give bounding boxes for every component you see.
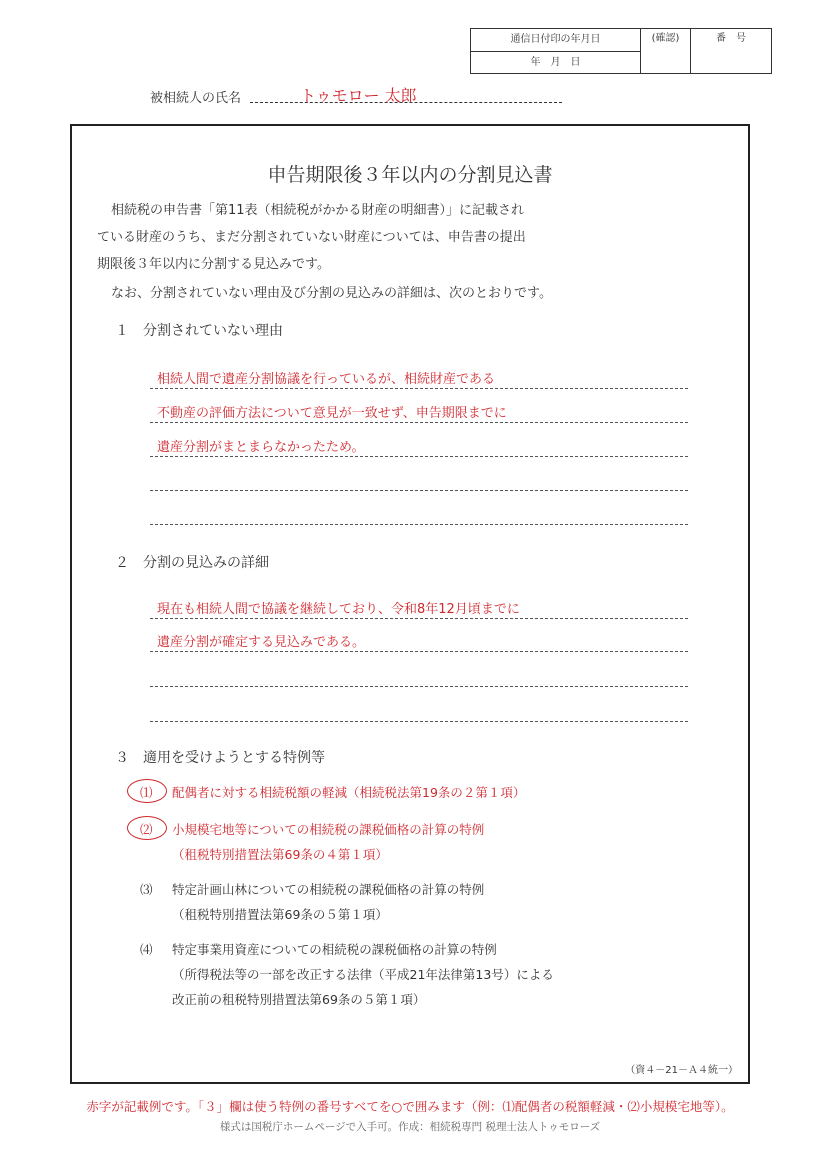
section2-heading: ２ 分割の見込みの詳細 xyxy=(115,555,269,571)
form-reference: （資４－21－Ａ４統一） xyxy=(625,1065,738,1076)
item1-text: 配偶者に対する相続税額の軽減（相続税法第19条の２第１項） xyxy=(172,785,526,800)
stamp-number: 番 号 xyxy=(716,33,746,44)
stamp-table xyxy=(470,28,772,74)
dashed-line xyxy=(150,618,688,619)
dashed-line xyxy=(150,456,688,457)
item4-text: 特定事業用資産についての相続税の課税価格の計算の特例 xyxy=(172,942,497,957)
section3-heading: ３ 適用を受けようとする特例等 xyxy=(115,750,325,766)
dashed-line xyxy=(150,721,688,722)
stamp-confirm: (確認) xyxy=(641,29,691,73)
stamp-date-sub: 年 月 日 xyxy=(530,57,581,68)
decedent-name: トゥモロー 太郎 xyxy=(300,86,417,105)
intro-line-4: なお、分割されていない理由及び分割の見込みの詳細は、次のとおりです。 xyxy=(111,286,552,301)
example-note: 赤字が記載例です。「３」欄は使う特例の番号すべてを○で囲みます（例：⑴配偶者の税額軽減・⑵小規模宅地等）。 xyxy=(86,1099,734,1114)
dashed-line xyxy=(150,651,688,652)
stamp-date-cell xyxy=(471,29,641,73)
item2-sub: （租税特別措置法第69条の４第１項） xyxy=(172,847,388,862)
dashed-line xyxy=(150,422,688,423)
decedent-label: 被相続人の氏名 xyxy=(150,91,242,106)
dashed-line xyxy=(150,686,688,687)
section2-line-2: 遺産分割が確定する見込みである。 xyxy=(157,635,366,650)
item3-number: ⑶ xyxy=(140,882,153,897)
intro-line-3: 期限後３年以内に分割する見込みです。 xyxy=(97,257,330,272)
section1-line-3: 遺産分割がまとまらなかったため。 xyxy=(157,440,365,455)
form-title: 申告期限後３年以内の分割見込書 xyxy=(267,164,553,186)
item2-text: 小規模宅地等についての相続税の課税価格の計算の特例 xyxy=(172,822,485,837)
credit-line: 様式は国税庁ホームページで入手可。作成：相続税専門 税理士法人トゥモローズ xyxy=(219,1121,601,1133)
item4-sub2: 改正前の租税特別措置法第69条の５第１項） xyxy=(172,992,426,1007)
dashed-line xyxy=(150,388,688,389)
item3-sub: （租税特別措置法第69条の５第１項） xyxy=(172,907,388,922)
item2-number: ⑵ xyxy=(140,822,153,837)
stamp-date-header: 通信日付印の年月日 xyxy=(471,29,640,52)
item3-text: 特定計画山林についての相続税の課税価格の計算の特例 xyxy=(172,882,485,897)
intro-line-1: 相続税の申告書「第11表（相続税がかかる財産の明細書）」に記載され xyxy=(111,203,525,218)
section2-line-1: 現在も相続人間で協議を継続しており、令和8年12月頃までに xyxy=(157,602,520,617)
item1-number: ⑴ xyxy=(140,785,153,800)
dashed-line xyxy=(150,524,688,525)
section1-line-2: 不動産の評価方法について意見が一致せず、申告期限までに xyxy=(157,406,507,421)
intro-line-2: ている財産のうち、まだ分割されていない財産については、申告書の提出 xyxy=(97,230,526,245)
section1-line-1: 相続人間で遺産分割協議を行っているが、相続財産である xyxy=(157,372,496,387)
dashed-line xyxy=(150,490,688,491)
item4-number: ⑷ xyxy=(140,942,153,957)
item4-sub1: （所得税法等の一部を改正する法律（平成21年法律第13号）による xyxy=(172,967,554,982)
section1-heading: １ 分割されていない理由 xyxy=(115,323,283,339)
